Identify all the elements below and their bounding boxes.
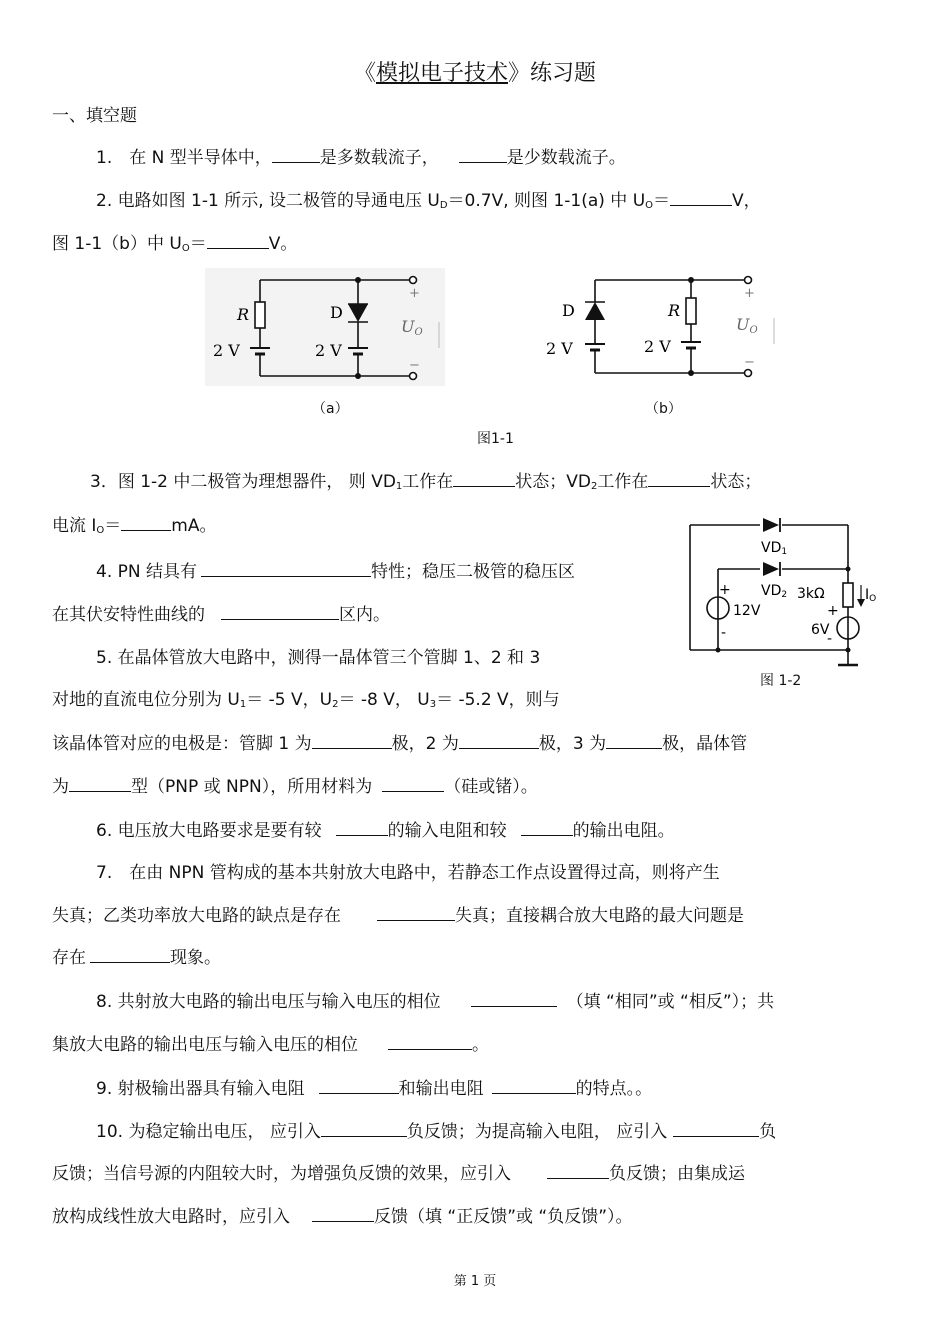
fig12-v1-minus: - bbox=[721, 625, 727, 641]
question-3-line-1 bbox=[90, 470, 761, 498]
q2-text-d: V， bbox=[732, 191, 761, 211]
fig-a-uo-label: UO bbox=[401, 317, 423, 338]
q3-text-e: 状态； bbox=[710, 472, 762, 492]
fig12-vd1-label: VD1 bbox=[761, 540, 788, 557]
question-7-line-3 bbox=[52, 946, 221, 969]
fig-b-uo-label: UO bbox=[736, 315, 758, 336]
q2-blank-1 bbox=[670, 189, 732, 206]
q3-text-h: mA。 bbox=[171, 516, 217, 536]
q7-blank-2 bbox=[90, 946, 170, 963]
fig-a-d-label: D bbox=[330, 303, 343, 322]
question-7-line-2 bbox=[52, 904, 744, 927]
q2-text-g: V。 bbox=[268, 234, 298, 254]
q3-text-d: 工作在 bbox=[597, 472, 649, 492]
q1-text-a: 1. 在 N 型半导体中， bbox=[96, 148, 272, 168]
page-number: 第 1 页 bbox=[453, 1274, 497, 1289]
q7-blank-1 bbox=[377, 904, 455, 921]
q5-text-b: ＝ -5 V，U bbox=[246, 690, 333, 710]
fig12-io-label: IO bbox=[865, 587, 877, 604]
fig-b-r-label: R bbox=[668, 301, 681, 320]
page-title bbox=[0, 56, 950, 87]
q8-text-c: 集放大电路的输出电压与输入电压的相位 bbox=[52, 1035, 358, 1055]
diode-b-icon bbox=[585, 302, 605, 320]
q5-sub-2: 2 bbox=[332, 699, 339, 710]
q5-text-g: 极，3 为 bbox=[538, 734, 607, 754]
q1-text-b: 是多数载流子， bbox=[319, 148, 439, 168]
q4-blank-1 bbox=[201, 560, 371, 577]
q10-text-e: 负反馈；由集成运 bbox=[609, 1164, 745, 1184]
q10-blank-2 bbox=[673, 1120, 759, 1137]
q5-text-k: （硅或锗）。 bbox=[444, 777, 538, 797]
q5-sub-3: 3 bbox=[429, 699, 437, 710]
q5-blank-4 bbox=[69, 775, 131, 792]
q9-text-b: 和输出电阻 bbox=[398, 1079, 484, 1099]
q5-sub-1: 1 bbox=[239, 699, 247, 710]
question-6 bbox=[96, 819, 675, 842]
fig12-v1-plus: + bbox=[719, 582, 731, 598]
q4-text-a: 4. PN 结具有 bbox=[96, 562, 197, 582]
q5-blank-1 bbox=[312, 732, 392, 749]
q3-sub-2: 2 bbox=[591, 481, 598, 492]
question-10-line-3 bbox=[52, 1205, 633, 1228]
fig-b-plus: + bbox=[744, 286, 755, 301]
diode-vd1-icon bbox=[763, 518, 779, 532]
q5-text-d: ＝ -5.2 V，则与 bbox=[436, 690, 560, 710]
fig12-vd2-label: VD2 bbox=[761, 583, 788, 600]
q3-text-g: ＝ bbox=[104, 516, 122, 536]
figure-1-1-b bbox=[540, 268, 780, 386]
title-suffix: 》练习题 bbox=[508, 61, 597, 86]
section-heading: 一、填空题 bbox=[52, 106, 137, 126]
fig-a-plus: + bbox=[409, 286, 420, 301]
q2-sub-o2: O bbox=[181, 243, 190, 254]
question-3-line-2 bbox=[52, 514, 217, 542]
q7-text-d: 现象。 bbox=[170, 948, 221, 968]
q6-text-b: 的输入电阻和较 bbox=[387, 821, 507, 841]
q4-blank-2 bbox=[221, 603, 339, 620]
question-2-line-2 bbox=[52, 232, 297, 260]
question-1 bbox=[96, 146, 626, 169]
question-4-line-1 bbox=[96, 560, 575, 583]
title-book-name: 模拟电子技术 bbox=[375, 61, 508, 86]
q10-blank-1 bbox=[321, 1120, 407, 1137]
q10-text-a: 10. 为稳定输出电压， 应引入 bbox=[96, 1122, 321, 1142]
q3-text-f: 电流 I bbox=[52, 516, 97, 536]
q9-blank-1 bbox=[319, 1077, 399, 1094]
q3-text-b: 工作在 bbox=[402, 472, 454, 492]
question-9 bbox=[96, 1077, 652, 1100]
q6-text-a: 6. 电压放大电路要求是要有较 bbox=[96, 821, 322, 841]
fig12-v1-label: 12V bbox=[733, 603, 761, 619]
q5-text-j: 型（PNP 或 NPN），所用材料为 bbox=[131, 777, 373, 797]
q7-text-a: 失真；乙类功率放大电路的缺点是存在 bbox=[52, 906, 341, 926]
q10-blank-3 bbox=[547, 1162, 609, 1179]
fig-a-batt1-label: 2 V bbox=[213, 341, 240, 360]
question-8-line-1 bbox=[96, 990, 774, 1013]
fig12-v2-plus: + bbox=[827, 603, 839, 619]
q8-text-a: 8. 共射放大电路的输出电压与输入电压的相位 bbox=[96, 992, 441, 1012]
fig-1-1-b-caption: （b） bbox=[645, 401, 682, 417]
q8-text-b: （填 “相同”或 “相反”）；共 bbox=[566, 992, 775, 1012]
question-8-line-2 bbox=[52, 1033, 489, 1056]
question-10-line-1 bbox=[96, 1120, 776, 1143]
fig-1-1-a-caption: （a） bbox=[312, 401, 349, 417]
q2-blank-2 bbox=[207, 232, 269, 249]
q2-text-f: ＝ bbox=[189, 234, 207, 254]
question-2-line-1 bbox=[96, 189, 761, 217]
q9-text-a: 9. 射极输出器具有输入电阻 bbox=[96, 1079, 305, 1099]
fig-1-2-caption: 图 1-2 bbox=[760, 673, 802, 689]
q8-text-d: 。 bbox=[472, 1035, 489, 1055]
q5-text-c: ＝ -8 V， U bbox=[338, 690, 430, 710]
fig-1-1-caption: 图1-1 bbox=[477, 431, 514, 447]
fig-b-batt2-label: 2 V bbox=[644, 337, 671, 356]
question-10-line-2 bbox=[52, 1162, 745, 1185]
q10-text-b: 负反馈；为提高输入电阻， 应引入 bbox=[406, 1122, 668, 1142]
q1-blank-2 bbox=[459, 146, 507, 163]
q3-text-c: 状态；VD bbox=[515, 472, 592, 492]
q1-blank-1 bbox=[272, 146, 320, 163]
diode-vd2-icon bbox=[763, 562, 779, 576]
q7-text-b: 失真；直接耦合放大电路的最大问题是 bbox=[455, 906, 744, 926]
q10-text-c: 负 bbox=[759, 1122, 777, 1142]
q4-text-d: 区内。 bbox=[339, 605, 390, 625]
q2-text-b: ＝0.7V, 则图 1-1(a) 中 U bbox=[447, 191, 646, 211]
figure-1-2 bbox=[685, 515, 885, 675]
q9-text-c: 的特点。。 bbox=[575, 1079, 653, 1099]
q5-text-f: 极，2 为 bbox=[391, 734, 459, 754]
title-prefix: 《 bbox=[353, 61, 376, 86]
q8-blank-2 bbox=[388, 1033, 472, 1050]
fig-a-r-label: R bbox=[237, 305, 250, 324]
fig-b-batt1-label: 2 V bbox=[546, 339, 573, 358]
q3-blank-3 bbox=[121, 514, 171, 531]
question-5-line-4 bbox=[52, 775, 538, 798]
fig-b-minus: − bbox=[744, 355, 755, 370]
q4-text-c: 在其伏安特性曲线的 bbox=[52, 605, 205, 625]
fig12-v2-label: 6V bbox=[811, 622, 830, 638]
q5-blank-2 bbox=[459, 732, 539, 749]
q7-text-c: 存在 bbox=[52, 948, 86, 968]
fig-a-minus: − bbox=[409, 358, 420, 373]
q5-text-i: 为 bbox=[52, 777, 69, 797]
q6-text-c: 的输出电阻。 bbox=[572, 821, 675, 841]
question-5-line-2 bbox=[52, 689, 560, 716]
q8-blank-1 bbox=[471, 990, 557, 1007]
q3-blank-1 bbox=[453, 470, 515, 487]
q6-blank-1 bbox=[336, 819, 388, 836]
q9-blank-2 bbox=[492, 1077, 576, 1094]
fig-b-d-label: D bbox=[562, 301, 575, 320]
q2-sub-o: O bbox=[645, 200, 654, 211]
q10-text-f: 放构成线性放大电路时，应引入 bbox=[52, 1207, 290, 1227]
q6-blank-2 bbox=[521, 819, 573, 836]
fig-a-batt2-label: 2 V bbox=[315, 341, 342, 360]
q1-text-c: 是少数载流子。 bbox=[506, 148, 626, 168]
q10-text-d: 反馈；当信号源的内阻较大时，为增强负反馈的效果，应引入 bbox=[52, 1164, 511, 1184]
q2-text-e: 图 1-1（b）中 U bbox=[52, 234, 182, 254]
q3-sub-1: 1 bbox=[395, 481, 403, 492]
question-5-line-1: 5. 在晶体管放大电路中，测得一晶体管三个管脚 1、2 和 3 bbox=[96, 648, 541, 668]
q2-text-a: 2. 电路如图 1-1 所示, 设二极管的导通电压 U bbox=[96, 191, 440, 211]
q2-sub-d: D bbox=[439, 200, 448, 211]
question-4-line-2 bbox=[52, 603, 390, 626]
q5-blank-3 bbox=[606, 732, 662, 749]
q2-text-c: ＝ bbox=[653, 191, 671, 211]
current-arrow-icon bbox=[857, 599, 865, 607]
q10-blank-4 bbox=[312, 1205, 374, 1222]
q4-text-b: 特性；稳压二极管的稳压区 bbox=[371, 562, 575, 582]
figure-1-1-a bbox=[205, 268, 445, 386]
q5-text-h: 极，晶体管 bbox=[662, 734, 748, 754]
q10-text-g: 反馈（填 “正反馈”或 “负反馈”）。 bbox=[374, 1207, 633, 1227]
q3-blank-2 bbox=[648, 470, 710, 487]
fig12-v2-minus: - bbox=[827, 631, 833, 647]
question-7-line-1: 7. 在由 NPN 管构成的基本共射放大电路中，若静态工作点设置得过高，则将产生 bbox=[96, 863, 720, 883]
q5-text-e: 该晶体管对应的电极是：管脚 1 为 bbox=[52, 734, 312, 754]
q5-text-a: 对地的直流电位分别为 U bbox=[52, 690, 240, 710]
q3-sub-o: O bbox=[96, 525, 105, 536]
fig12-r-label: 3kΩ bbox=[797, 586, 825, 602]
q5-blank-5 bbox=[382, 775, 444, 792]
q3-text-a: 3．图 1-2 中二极管为理想器件， 则 VD bbox=[90, 472, 396, 492]
question-5-line-3 bbox=[52, 732, 747, 755]
